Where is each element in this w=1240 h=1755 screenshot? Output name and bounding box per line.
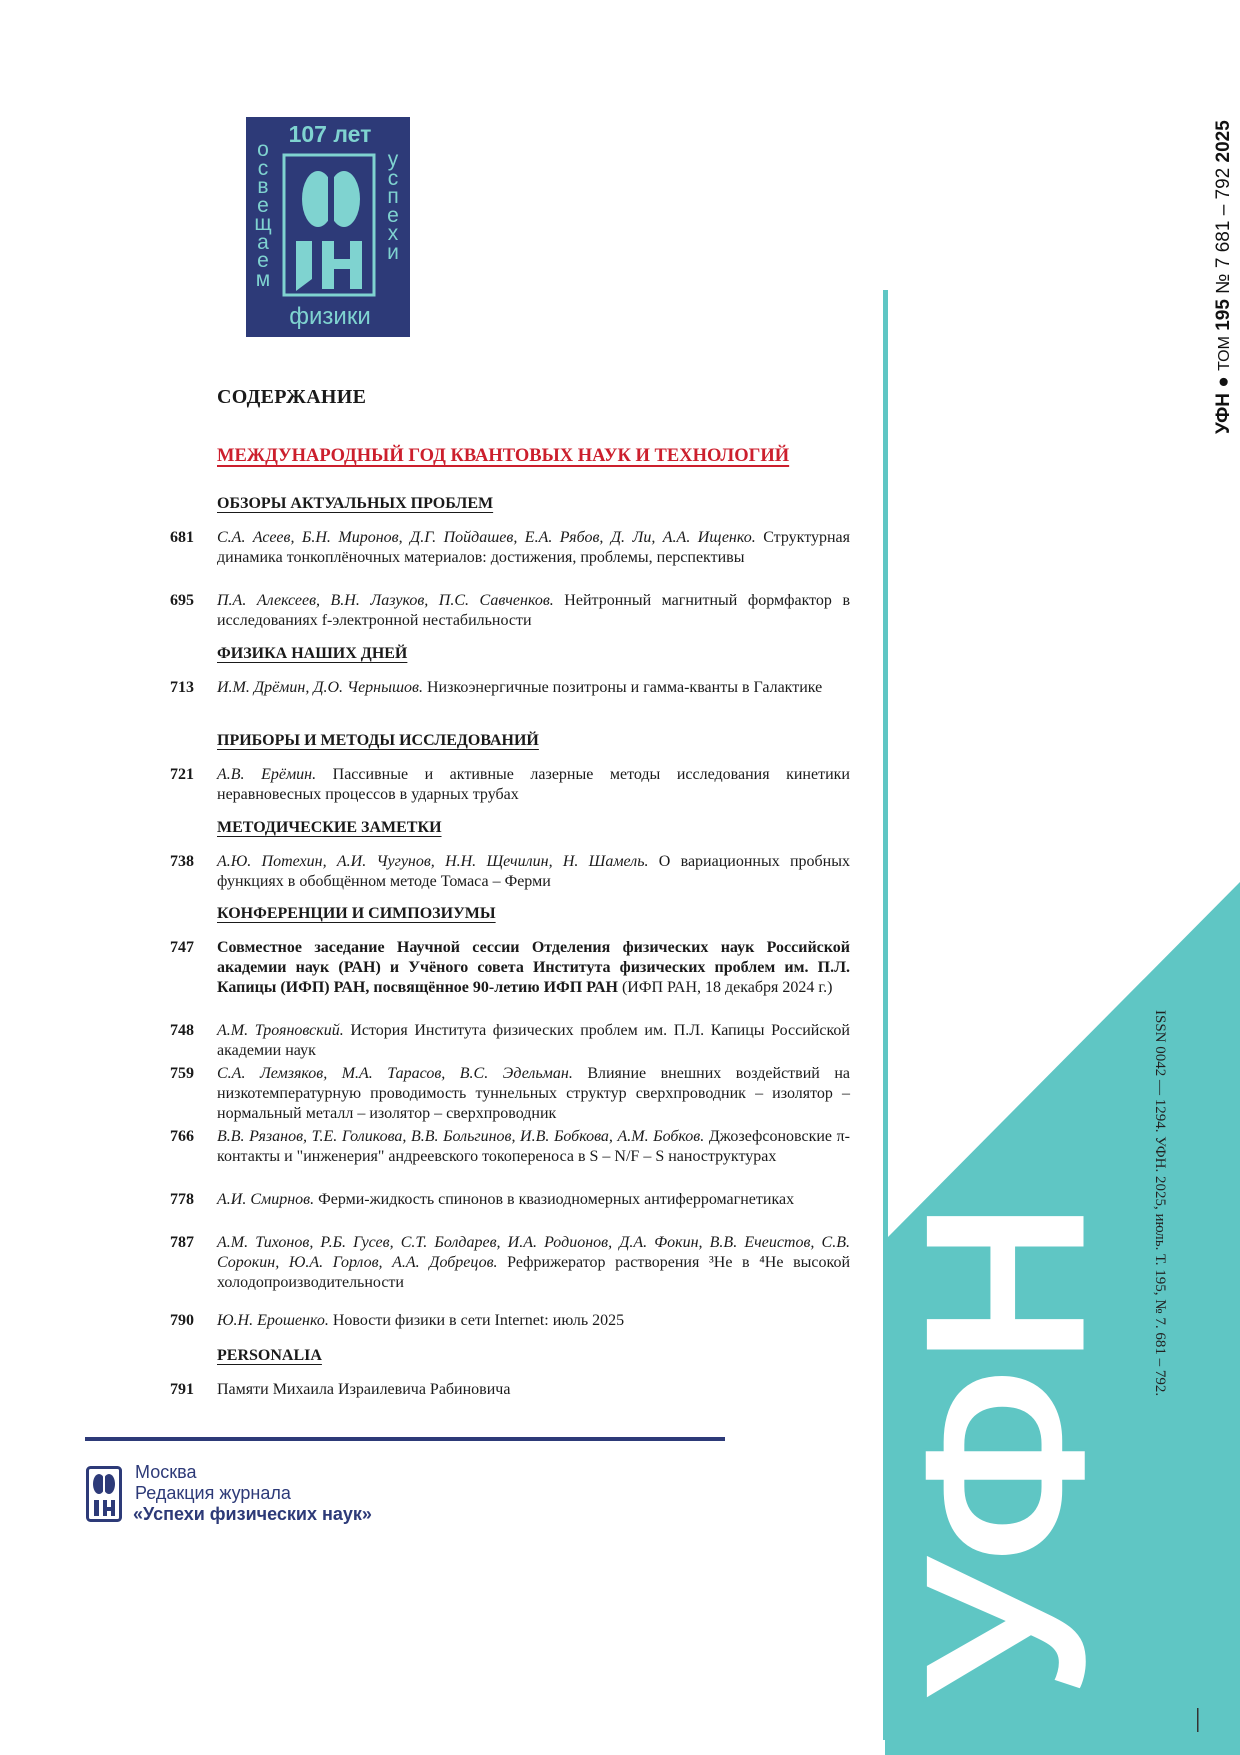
entry-text [217, 1127, 850, 1167]
entry-page: 681 [170, 529, 194, 546]
toc-entry[interactable] [170, 591, 850, 631]
entry-authors: А.Ю. Потехин, А.И. Чугунов, Н.Н. Щечилин, Н. Шамель. [217, 853, 649, 870]
toc-entry[interactable] [170, 1127, 850, 1167]
entry-text [217, 765, 850, 805]
toc-entry[interactable] [170, 1380, 850, 1400]
spine-bullet: ● [1213, 376, 1234, 388]
entry-title: Новости физики в сети Internet: июль 2025 [328, 1312, 625, 1329]
entry-title: Нейтронный магнитный формфактор в исследованиях f-электронной нестабильности [217, 592, 851, 629]
entry-page: 738 [170, 853, 194, 870]
logo-monogram [280, 151, 378, 299]
entry-text [217, 1311, 850, 1331]
journal-logo [246, 117, 410, 337]
entry-page: 778 [170, 1191, 194, 1208]
toc-entry[interactable] [170, 852, 850, 892]
entry-page: 766 [170, 1128, 194, 1145]
entry-page: 713 [170, 679, 194, 696]
section-personalia: PERSONALIA [217, 1347, 322, 1364]
cover-big-letters: УФН [876, 1198, 1135, 1700]
entry-text [217, 1190, 850, 1210]
entry-title: История Института физических проблем им. П.Л. Капицы Российской академии наук [217, 1022, 850, 1059]
spine-volume: 195 [1213, 299, 1234, 331]
entry-page: 721 [170, 766, 194, 783]
entry-text [217, 678, 850, 698]
entry-authors: В.В. Рязанов, Т.Е. Голикова, В.В. Больгинов, И.В. Бобкова, А.М. Бобков. [217, 1128, 705, 1145]
spine-year: 2025 [1213, 120, 1234, 163]
logo-right-vertical: у с п е х и [387, 148, 399, 264]
entry-page: 748 [170, 1022, 194, 1039]
entry-page: 759 [170, 1065, 194, 1082]
entry-text [217, 528, 850, 568]
toc-entry[interactable] [170, 528, 850, 568]
entry-authors: А.М. Трояновский. [217, 1022, 344, 1039]
entry-authors: Ю.Н. Ерошенко. [217, 1312, 329, 1329]
toc-entry[interactable] [170, 1233, 850, 1293]
entry-authors: С.А. Лемзяков, М.А. Тарасов, В.С. Эдельман. [217, 1065, 573, 1082]
publisher-city: Москва [135, 1462, 197, 1482]
entry-title: Рефрижератор растворения ³He в ⁴He высокой холодопроизводительности [217, 1254, 851, 1291]
entry-text [217, 1021, 850, 1061]
entry-title: Структурная динамика тонкоплёночных материалов: достижения, проблемы, перспективы [217, 529, 850, 566]
spine-text [1213, 120, 1235, 434]
spine-journal: УФН [1213, 392, 1234, 434]
entry-title: О вариационных пробных функциях в обобщённом методе Томаса – Ферми [217, 853, 850, 890]
entry-title: Памяти Михаила Израилевича Рабиновича [217, 1381, 511, 1398]
entry-title: Влияние внешних воздействий на низкотемпературную проводимость туннельных структур сверхпроводник – изолятор – нормальный металл – изолятор – сверхпроводник [217, 1065, 850, 1122]
spine-num-sign: № [1213, 273, 1234, 294]
main-heading: МЕЖДУНАРОДНЫЙ ГОД КВАНТОВЫХ НАУК И ТЕХНОЛОГИЙ [217, 446, 790, 466]
section-reviews: ОБЗОРЫ АКТУАЛЬНЫХ ПРОБЛЕМ [217, 495, 494, 512]
navy-horizontal-rule [85, 1437, 725, 1441]
entry-authors: А.М. Тихонов, Р.Б. Гусев, С.Т. Болдарев, И.А. Родионов, Д.А. Фокин, В.В. Ечеистов, С.В. Сорокин, Ю.А. Горлов, А.А. Добрецов. [217, 1234, 850, 1271]
logo-physics-text: физики [289, 303, 371, 330]
entry-authors: С.А. Асеев, Б.Н. Миронов, Д.Г. Пойдашев, Е.А. Рябов, Д. Ли, А.А. Ищенко. [217, 529, 756, 546]
entry-page: 695 [170, 592, 194, 609]
entry-text [217, 852, 850, 892]
toc-entry[interactable] [170, 1064, 850, 1124]
spine-pages: 681 – 792 [1213, 167, 1234, 253]
toc-entry[interactable] [170, 1190, 850, 1210]
toc-entry[interactable] [170, 765, 850, 805]
section-physics-today: ФИЗИКА НАШИХ ДНЕЙ [217, 645, 408, 662]
logo-left-vertical: о с в е щ а е м [254, 138, 272, 291]
section-instruments: ПРИБОРЫ И МЕТОДЫ ИССЛЕДОВАНИЙ [217, 732, 539, 749]
entry-text [217, 1064, 850, 1124]
publisher-line2: Редакция журнала [135, 1483, 291, 1503]
entry-authors: П.А. Алексеев, В.Н. Лазуков, П.С. Савченков. [217, 592, 554, 609]
entry-authors: И.М. Дрёмин, Д.О. Чернышов. [217, 679, 423, 696]
entry-page: 790 [170, 1312, 194, 1329]
entry-title: Низкоэнергичные позитроны и гамма-кванты в Галактике [422, 679, 823, 696]
toc-entry[interactable] [170, 1311, 850, 1331]
toc-entry[interactable] [170, 678, 850, 698]
entry-title: Ферми-жидкость спинонов в квазиодномерных антиферромагнетиках [314, 1191, 795, 1208]
entry-authors: А.В. Ерёмин. [217, 766, 317, 783]
entry-text [217, 591, 850, 631]
entry-page: 791 [170, 1381, 194, 1398]
publisher-journal-name: «Успехи физических наук» [133, 1504, 372, 1524]
entry-title: (ИФП РАН, 18 декабря 2024 г.) [617, 979, 833, 996]
entry-text [217, 1380, 850, 1400]
end-mark [1197, 1708, 1199, 1732]
entry-title: Пассивные и активные лазерные методы исследования кинетики неравновесных процессов в ударных трубах [217, 766, 850, 803]
toc-title: СОДЕРЖАНИЕ [217, 386, 367, 408]
spine-issue: 7 [1213, 257, 1234, 269]
entry-title: Джозефсоновские π-контакты и "инженерия" андреевского токопереноса в S – N/F – S наноструктурах [217, 1128, 850, 1165]
entry-text [217, 1233, 850, 1293]
section-conferences: КОНФЕРЕНЦИИ И СИМПОЗИУМЫ [217, 905, 496, 922]
spine-tom: ТОМ [1216, 336, 1233, 371]
logo-years-text: 107 лет [288, 121, 372, 147]
issn-line: ISSN 0042 — 1294. УФН. 2025, июль. Т. 195, № 7. 681 – 792. [1152, 1010, 1168, 1397]
entry-text [217, 938, 850, 998]
entry-authors: А.И. Смирнов. [217, 1191, 315, 1208]
toc-entry[interactable] [170, 1021, 850, 1061]
publisher-logo-icon [86, 1466, 122, 1522]
entry-bold-title: Совместное заседание Научной сессии Отделения физических наук Российской академии наук (РАН) и Учёного совета Института физических проблем им. П.Л. Капицы (ИФП) РАН, посвящённое 90-летию ИФП РАН [217, 939, 850, 996]
entry-page: 747 [170, 939, 194, 956]
toc-entry[interactable] [170, 938, 850, 998]
entry-page: 787 [170, 1234, 194, 1251]
section-method-notes: МЕТОДИЧЕСКИЕ ЗАМЕТКИ [217, 819, 442, 836]
